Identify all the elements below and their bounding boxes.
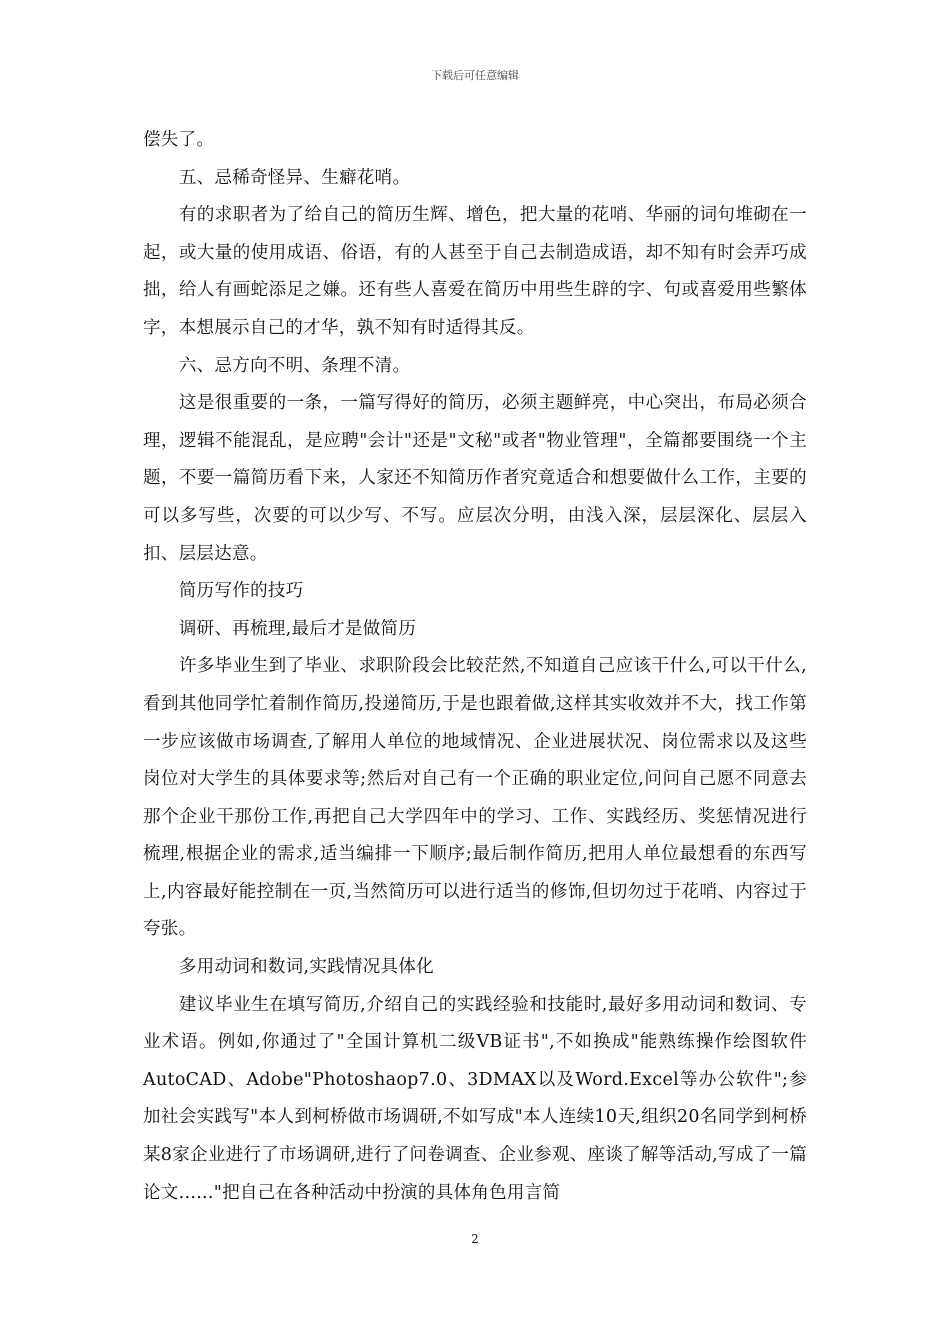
document-body	[143, 122, 807, 1212]
paragraph-6: 简历写作的技巧	[178, 581, 304, 602]
paragraph-9: 多用动词和数词,实践情况具体化	[178, 957, 434, 978]
paragraph-3: 有的求职者为了给自己的简历生辉、增色，把大量的花哨、华丽的词句堆砌在一起，或大量的使用成语、俗语，有的人甚至于自己去制造成语，却不知有时会弄巧成拙，给人有画蛇添足之嫌。还有些人喜爱在简历中用些生辟的字、句或喜爱用些繁体字，本想展示自己的才华，孰不知有时适得其反。	[143, 205, 807, 338]
paragraph-2: 五、忌稀奇怪异、生癖花哨。	[178, 167, 411, 188]
paragraph-10: 建议毕业生在填写简历,介绍自己的实践经验和技能时,最好多用动词和数词、专业术语。例如,你通过了"全国计算机二级VB证书",不如换成"能熟练操作绘图软件AutoCAD、Adobe"Photoshaop7.0、3DMAX以及Word.Excel等办公软件";参加社会实践写"本人到柯桥做市场调研,不如写成"本人连续10天,组织20名同学到柯桥某8家企业进行了市场调研,进行了问卷调查、企业参观、座谈了解等活动,写成了一篇论文......"把自己在各种活动中扮演的具体角色用言简	[143, 994, 807, 1203]
page-header: 下载后可任意编辑	[431, 69, 519, 82]
paragraph-4: 六、忌方向不明、条理不清。	[178, 355, 411, 376]
paragraph-7: 调研、再梳理,最后才是做简历	[178, 618, 417, 639]
paragraph-1: 偿失了。	[143, 130, 215, 150]
paragraph-5: 这是很重要的一条，一篇写得好的简历，必须主题鲜亮，中心突出，布局必须合理，逻辑不能混乱，是应聘"会计"还是"文秘"或者"物业管理"，全篇都要围绕一个主题，不要一篇简历看下来，人家还不知简历作者究竟适合和想要做什么工作，主要的可以多写些，次要的可以少写、不写。应层次分明，由浅入深，层层深化、层层入扣、层层达意。	[143, 393, 807, 564]
page-number: 2	[471, 1232, 479, 1246]
paragraph-8: 许多毕业生到了毕业、求职阶段会比较茫然,不知道自己应该干什么,可以干什么,看到其他同学忙着制作简历,投递简历,于是也跟着做,这样其实收效并不大，找工作第一步应该做市场调查,了解用人单位的地域情况、企业进展状况、岗位需求以及这些岗位对大学生的具体要求等;然后对自己有一个正确的职业定位,问问自己愿不同意去那个企业干那份工作,再把自己大学四年中的学习、工作、实践经历、奖惩情况进行梳理,根据企业的需求,适当编排一下顺序;最后制作简历,把用人单位最想看的东西写上,内容最好能控制在一页,当然简历可以进行适当的修饰,但切勿过于花哨、内容过于夸张。	[143, 656, 807, 940]
